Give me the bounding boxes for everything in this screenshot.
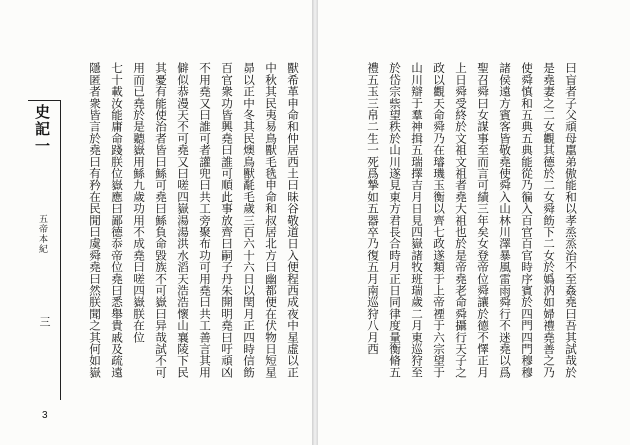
left-text-column: 不用堯又曰誰可者讙兜曰共工旁聚布功可用堯曰共工善言其用 — [198, 62, 212, 378]
left-text-column: 用而已堯於是聽嶽用鯀九歲功用不成堯曰嗟四嶽朕在位 — [132, 62, 146, 343]
right-text-column: 曰盲者子父頑母嚚弟傲能和以孝烝烝治不至姦堯曰吾其試哉於 — [564, 62, 578, 378]
left-text-column: 隱匿者衆皆言於堯曰有矜在民閒曰虞舜堯曰然朕聞之其何如嶽 — [88, 62, 102, 378]
left-text-column: 百官衆功皆興堯曰誰可順此事放齊曰嗣子丹朱開明堯曰吁頑凶 — [220, 62, 234, 378]
left-text-column: 七十載汝能庸命踐朕位嶽應曰鄙德忝帝位堯曰悉舉貴戚及疏遠 — [110, 62, 124, 378]
left-text-column: 獸希革申命和仲居西土曰昧谷敬道日入便程西成夜中星虛以正 — [286, 62, 300, 378]
right-text-column: 禮五玉三帛二生一死爲摯如五器卒乃復五月南巡狩八月西 — [366, 62, 380, 355]
running-title: 史記一 — [33, 104, 51, 155]
right-text-column: 於岱宗祡望秩於山川遂見東方君長合時月正日同律度量衡脩五 — [388, 62, 402, 378]
right-text-column: 諸侯遠方賓客皆敬堯使舜入山林川澤暴風雷雨舜行不迷堯以爲 — [498, 62, 512, 378]
left-text-column: 昴以正中冬其民燠鳥獸氄毛歲三百六十六日以閏月正四時信飭 — [242, 62, 256, 378]
right-text-column: 山川辯于羣神揖五瑞擇吉月日見四嶽諸牧班瑞歲二月東巡狩至 — [410, 62, 424, 378]
left-text-column: 中秋其民夷易鳥獸毛毨申命和叔居北方曰幽都便在伏物日短星 — [264, 62, 278, 378]
right-text-column: 是堯妻之二女觀其德於二女舜飭下二女於嬀汭如婦禮堯善之乃 — [542, 62, 556, 378]
right-text-column: 政以觀天命舜乃在璿璣玉衡以齊七政遂類于上帝禋于六宗望于 — [432, 62, 446, 378]
chapter-title: 五帝本紀 — [37, 214, 47, 254]
right-text-column: 聖召舜曰女謀事至而言可績三年矣女登帝位舜讓於德不懌正月 — [476, 62, 490, 378]
left-text-column: 僻似恭漫天不可堯又曰嗟四嶽湯湯洪水滔天浩浩懷山襄陵下民 — [176, 62, 190, 378]
right-text-column: 上日舜受終於文祖文祖者堯大祖也於是帝堯老命舜攝行天子之 — [454, 62, 468, 378]
folio-number: 3 — [42, 410, 48, 421]
margin-rule — [60, 100, 61, 400]
right-text-column: 使舜慎和五典五典能從乃徧入百官百官時序賓於四門四門穆穆 — [520, 62, 534, 378]
header-rule — [28, 100, 60, 101]
left-text-column: 其憂有能使治者皆曰鯀可堯曰鯀負命毀族不可嶽曰异哉試不可 — [154, 62, 168, 378]
right-page — [318, 0, 630, 445]
page-number-marker: 三 — [38, 316, 51, 327]
